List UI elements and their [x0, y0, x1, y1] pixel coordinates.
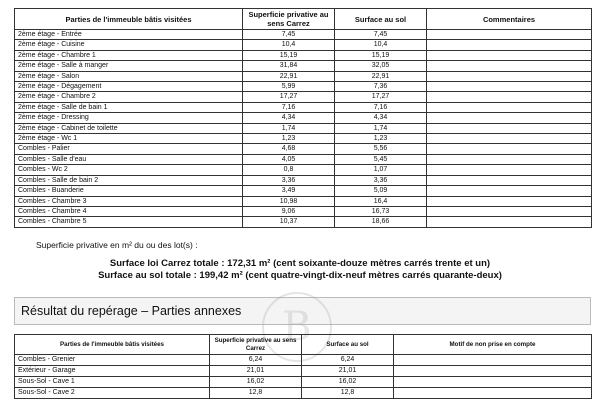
row-comment	[427, 175, 592, 185]
row-carrez: 16,02	[210, 377, 302, 388]
row-surface-sol: 32,05	[335, 61, 427, 71]
row-carrez: 6,24	[210, 355, 302, 366]
row-surface-sol: 16,02	[302, 377, 394, 388]
row-carrez: 21,01	[210, 366, 302, 377]
row-carrez: 10,37	[243, 217, 335, 227]
row-carrez: 4,05	[243, 154, 335, 164]
row-label: Combles - Salle d'eau	[15, 154, 243, 164]
row-surface-sol: 15,19	[335, 50, 427, 60]
row-label: 2ème étage - Salle à manger	[15, 61, 243, 71]
row-label: Combles - Buanderie	[15, 186, 243, 196]
row-surface-sol: 16,73	[335, 206, 427, 216]
row-carrez: 9,06	[243, 206, 335, 216]
table-row	[15, 388, 592, 399]
table-row	[15, 154, 592, 164]
row-label: 2ème étage - Dressing	[15, 113, 243, 123]
row-label: Combles - Wc 2	[15, 165, 243, 175]
table-row	[15, 82, 592, 92]
row-comment	[427, 196, 592, 206]
table-row	[15, 175, 592, 185]
row-label: 2ème étage - Chambre 2	[15, 92, 243, 102]
table-row	[15, 30, 592, 40]
annex-table-header-row	[15, 335, 592, 355]
row-comment	[427, 30, 592, 40]
table-row	[15, 134, 592, 144]
row-comment	[394, 366, 592, 377]
table-row	[15, 355, 592, 366]
carrez-total: Surface loi Carrez totale : 172,31 m² (cent soixante-douze mètres carrés trente et un)	[109, 258, 491, 269]
row-surface-sol: 7,16	[335, 102, 427, 112]
row-label: Combles - Palier	[15, 144, 243, 154]
table-row	[15, 61, 592, 71]
table-row	[15, 92, 592, 102]
row-label: Extérieur - Garage	[15, 366, 210, 377]
row-surface-sol: 10,4	[335, 40, 427, 50]
table-row	[15, 123, 592, 133]
row-surface-sol: 18,66	[335, 217, 427, 227]
row-comment	[427, 165, 592, 175]
row-comment	[427, 144, 592, 154]
row-carrez: 10,4	[243, 40, 335, 50]
table-row	[15, 113, 592, 123]
header-commentaires: Commentaires	[427, 9, 592, 30]
row-label: Combles - Chambre 5	[15, 217, 243, 227]
table-row	[15, 196, 592, 206]
row-carrez: 1,23	[243, 134, 335, 144]
row-carrez: 3,36	[243, 175, 335, 185]
row-carrez: 3,49	[243, 186, 335, 196]
table-row	[15, 50, 592, 60]
row-comment	[427, 40, 592, 50]
row-surface-sol: 7,36	[335, 82, 427, 92]
row-comment	[427, 102, 592, 112]
row-comment	[427, 82, 592, 92]
row-comment	[394, 388, 592, 399]
row-surface-sol: 22,91	[335, 71, 427, 81]
row-label: 2ème étage - Chambre 1	[15, 50, 243, 60]
row-comment	[427, 61, 592, 71]
row-comment	[427, 206, 592, 216]
row-comment	[427, 113, 592, 123]
annex-header-parties: Parties de l'immeuble bâtis visitées	[15, 335, 210, 355]
row-surface-sol: 1,23	[335, 134, 427, 144]
row-surface-sol: 1,07	[335, 165, 427, 175]
annex-section-title: Résultat du repérage – Parties annexes	[21, 304, 242, 318]
row-surface-sol: 5,56	[335, 144, 427, 154]
row-label: 2ème étage - Entrée	[15, 30, 243, 40]
row-carrez: 22,91	[243, 71, 335, 81]
table-row	[15, 217, 592, 227]
annex-header-surface-sol: Surface au sol	[302, 335, 394, 355]
row-label: Sous-Sol - Cave 2	[15, 388, 210, 399]
row-label: Combles - Chambre 4	[15, 206, 243, 216]
header-surface-sol: Surface au sol	[335, 9, 427, 30]
row-carrez: 4,68	[243, 144, 335, 154]
annex-section-header	[14, 297, 591, 325]
row-carrez: 12,8	[210, 388, 302, 399]
table-row	[15, 40, 592, 50]
row-carrez: 17,27	[243, 92, 335, 102]
table-row	[15, 144, 592, 154]
row-comment	[427, 217, 592, 227]
row-surface-sol: 3,36	[335, 175, 427, 185]
row-comment	[427, 134, 592, 144]
table-row	[15, 377, 592, 388]
row-label: 2ème étage - Wc 1	[15, 134, 243, 144]
row-label: 2ème étage - Salle de bain 1	[15, 102, 243, 112]
row-carrez: 7,16	[243, 102, 335, 112]
row-label: 2ème étage - Dégagement	[15, 82, 243, 92]
annex-header-motif: Motif de non prise en compte	[394, 335, 592, 355]
row-surface-sol: 6,24	[302, 355, 394, 366]
summary-intro: Superficie privative en m² du ou des lot(s) :	[36, 240, 198, 250]
row-carrez: 0,8	[243, 165, 335, 175]
row-carrez: 10,98	[243, 196, 335, 206]
watermark-logo: B	[262, 292, 332, 362]
table-row	[15, 366, 592, 377]
table-row	[15, 186, 592, 196]
annex-surface-table	[14, 334, 592, 399]
row-surface-sol: 5,09	[335, 186, 427, 196]
row-surface-sol: 17,27	[335, 92, 427, 102]
row-carrez: 5,99	[243, 82, 335, 92]
row-comment	[427, 71, 592, 81]
row-surface-sol: 16,4	[335, 196, 427, 206]
main-table-header-row	[15, 9, 592, 30]
row-carrez: 7,45	[243, 30, 335, 40]
row-label: Combles - Salle de bain 2	[15, 175, 243, 185]
header-parties: Parties de l'immeuble bâtis visitées	[15, 9, 243, 30]
table-row	[15, 165, 592, 175]
row-label: 2ème étage - Cuisine	[15, 40, 243, 50]
row-comment	[394, 355, 592, 366]
row-carrez: 4,34	[243, 113, 335, 123]
row-carrez: 15,19	[243, 50, 335, 60]
annex-header-carrez: Superficie privative au sens Carrez	[210, 335, 302, 355]
row-comment	[394, 377, 592, 388]
header-carrez: Superficie privative au sens Carrez	[243, 9, 335, 30]
row-surface-sol: 12,8	[302, 388, 394, 399]
row-label: Combles - Chambre 3	[15, 196, 243, 206]
table-row	[15, 102, 592, 112]
row-surface-sol: 1,74	[335, 123, 427, 133]
row-carrez: 1,74	[243, 123, 335, 133]
row-comment	[427, 50, 592, 60]
row-comment	[427, 186, 592, 196]
row-label: Combles - Grenier	[15, 355, 210, 366]
row-surface-sol: 5,45	[335, 154, 427, 164]
row-surface-sol: 7,45	[335, 30, 427, 40]
table-row	[15, 71, 592, 81]
row-surface-sol: 4,34	[335, 113, 427, 123]
surface-sol-total: Surface au sol totale : 199,42 m² (cent quatre-vingt-dix-neuf mètres carrés quarante-deux)	[98, 270, 502, 281]
row-label: 2ème étage - Salon	[15, 71, 243, 81]
table-row	[15, 206, 592, 216]
row-surface-sol: 21,01	[302, 366, 394, 377]
row-carrez: 31,84	[243, 61, 335, 71]
row-label: Sous-Sol - Cave 1	[15, 377, 210, 388]
row-comment	[427, 123, 592, 133]
row-comment	[427, 154, 592, 164]
row-label: 2ème étage - Cabinet de toilette	[15, 123, 243, 133]
main-surface-table	[14, 8, 592, 228]
row-comment	[427, 92, 592, 102]
